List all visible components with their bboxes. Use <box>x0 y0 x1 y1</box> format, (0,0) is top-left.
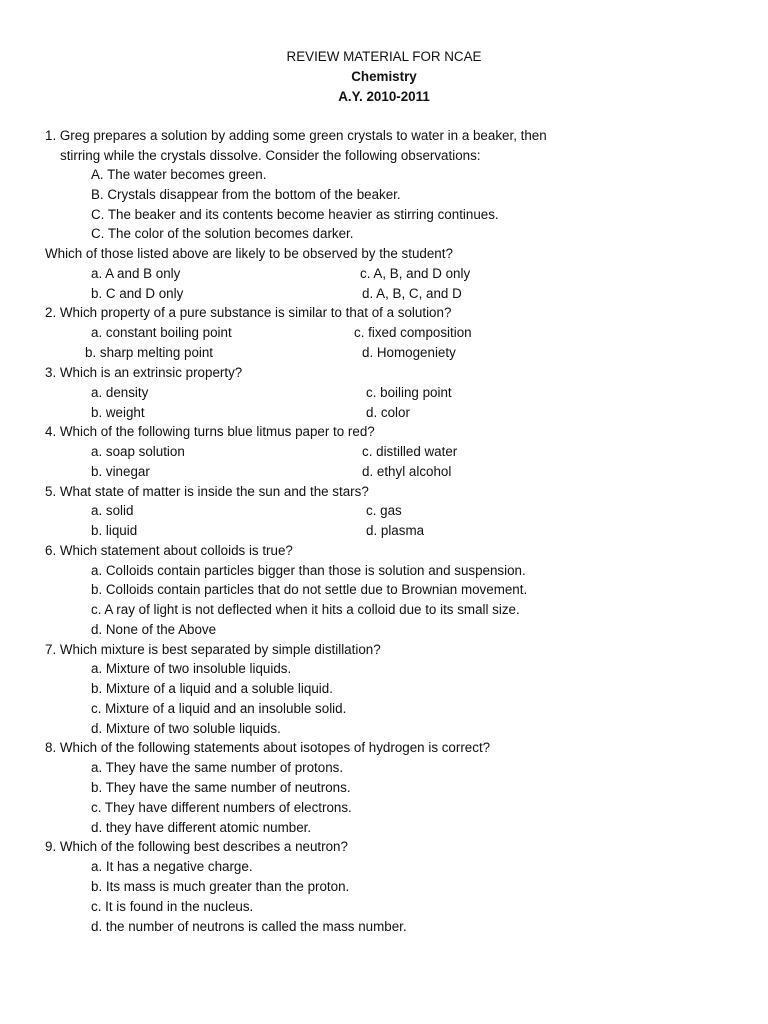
question-9-stem: 9. Which of the following best describes a neutron? <box>45 839 348 854</box>
question-5-stem: 5. What state of matter is inside the sun and the stars? <box>45 484 369 499</box>
question-6-choice-b: b. Colloids contain particles that do not settle due to Brownian movement. <box>91 582 528 597</box>
question-9-choice-a: a. It has a negative charge. <box>91 859 253 874</box>
question-6-choice-d: d. None of the Above <box>91 622 217 637</box>
question-6-choice-a: a. Colloids contain particles bigger than those is solution and suspension. <box>91 563 526 578</box>
question-8-choice-a: a. They have the same number of protons. <box>91 760 344 775</box>
question-8-choice-d: d. they have different atomic number. <box>91 820 312 835</box>
question-2-choice-d: d. Homogeniety <box>362 345 456 360</box>
question-3-choice-b: b. weight <box>91 405 145 420</box>
question-1-question: Which of those listed above are likely to be observed by the student? <box>45 246 453 261</box>
question-7-stem: 7. Which mixture is best separated by simple distillation? <box>45 642 381 657</box>
question-1-observation-b: B. Crystals disappear from the bottom of the beaker. <box>91 187 401 202</box>
question-8-choice-c: c. They have different numbers of electrons. <box>91 800 352 815</box>
question-1-choice-c: c. A, B, and D only <box>360 266 471 281</box>
question-7-choice-b: b. Mixture of a liquid and a soluble liquid. <box>91 681 333 696</box>
academic-year: A.Y. 2010-2011 <box>338 89 430 104</box>
question-7-choice-c: c. Mixture of a liquid and an insoluble solid. <box>91 701 347 716</box>
question-1-observation-d: C. The color of the solution becomes darker. <box>91 226 354 241</box>
question-3-choice-a: a. density <box>91 385 149 400</box>
question-5-choice-b: b. liquid <box>91 523 138 538</box>
question-7-choice-d: d. Mixture of two soluble liquids. <box>91 721 281 736</box>
question-1-stem-line-1: 1. Greg prepares a solution by adding some green crystals to water in a beaker, then <box>45 128 547 143</box>
question-4-stem: 4. Which of the following turns blue litmus paper to red? <box>45 424 375 439</box>
question-9-choice-c: c. It is found in the nucleus. <box>91 899 254 914</box>
question-1-choice-b: b. C and D only <box>91 286 184 301</box>
question-1-choice-a: a. A and B only <box>91 266 181 281</box>
question-5-choice-d: d. plasma <box>366 523 425 538</box>
question-1-observation-c: C. The beaker and its contents become heavier as stirring continues. <box>91 207 499 222</box>
question-4-choice-d: d. ethyl alcohol <box>362 464 452 479</box>
question-4-choice-a: a. soap solution <box>91 444 185 459</box>
question-1-stem-line-2: stirring while the crystals dissolve. Consider the following observations: <box>60 148 481 163</box>
question-1-observation-a: A. The water becomes green. <box>91 167 267 182</box>
question-9-choice-b: b. Its mass is much greater than the proton. <box>91 879 350 894</box>
document-title: REVIEW MATERIAL FOR NCAE <box>286 49 482 64</box>
question-3-choice-d: d. color <box>366 405 410 420</box>
question-2-choice-b: b. sharp melting point <box>85 345 214 360</box>
question-5-choice-a: a. solid <box>91 503 134 518</box>
question-8-stem: 8. Which of the following statements about isotopes of hydrogen is correct? <box>45 740 491 755</box>
question-4-choice-b: b. vinegar <box>91 464 150 479</box>
question-1-choice-d: d. A, B, C, and D <box>362 286 462 301</box>
question-5-choice-c: c. gas <box>366 503 402 518</box>
question-2-choice-c: c. fixed composition <box>354 325 472 340</box>
question-9-choice-d: d. the number of neutrons is called the mass number. <box>91 919 407 934</box>
question-7-choice-a: a. Mixture of two insoluble liquids. <box>91 661 292 676</box>
question-8-choice-b: b. They have the same number of neutrons. <box>91 780 351 795</box>
question-6-stem: 6. Which statement about colloids is true? <box>45 543 293 558</box>
question-2-stem: 2. Which property of a pure substance is similar to that of a solution? <box>45 305 452 320</box>
question-4-choice-c: c. distilled water <box>362 444 458 459</box>
question-3-stem: 3. Which is an extrinsic property? <box>45 365 243 380</box>
question-2-choice-a: a. constant boiling point <box>91 325 232 340</box>
question-3-choice-c: c. boiling point <box>366 385 452 400</box>
subject-heading: Chemistry <box>351 69 417 84</box>
question-6-choice-c: c. A ray of light is not deflected when it hits a colloid due to its small size. <box>91 602 520 617</box>
